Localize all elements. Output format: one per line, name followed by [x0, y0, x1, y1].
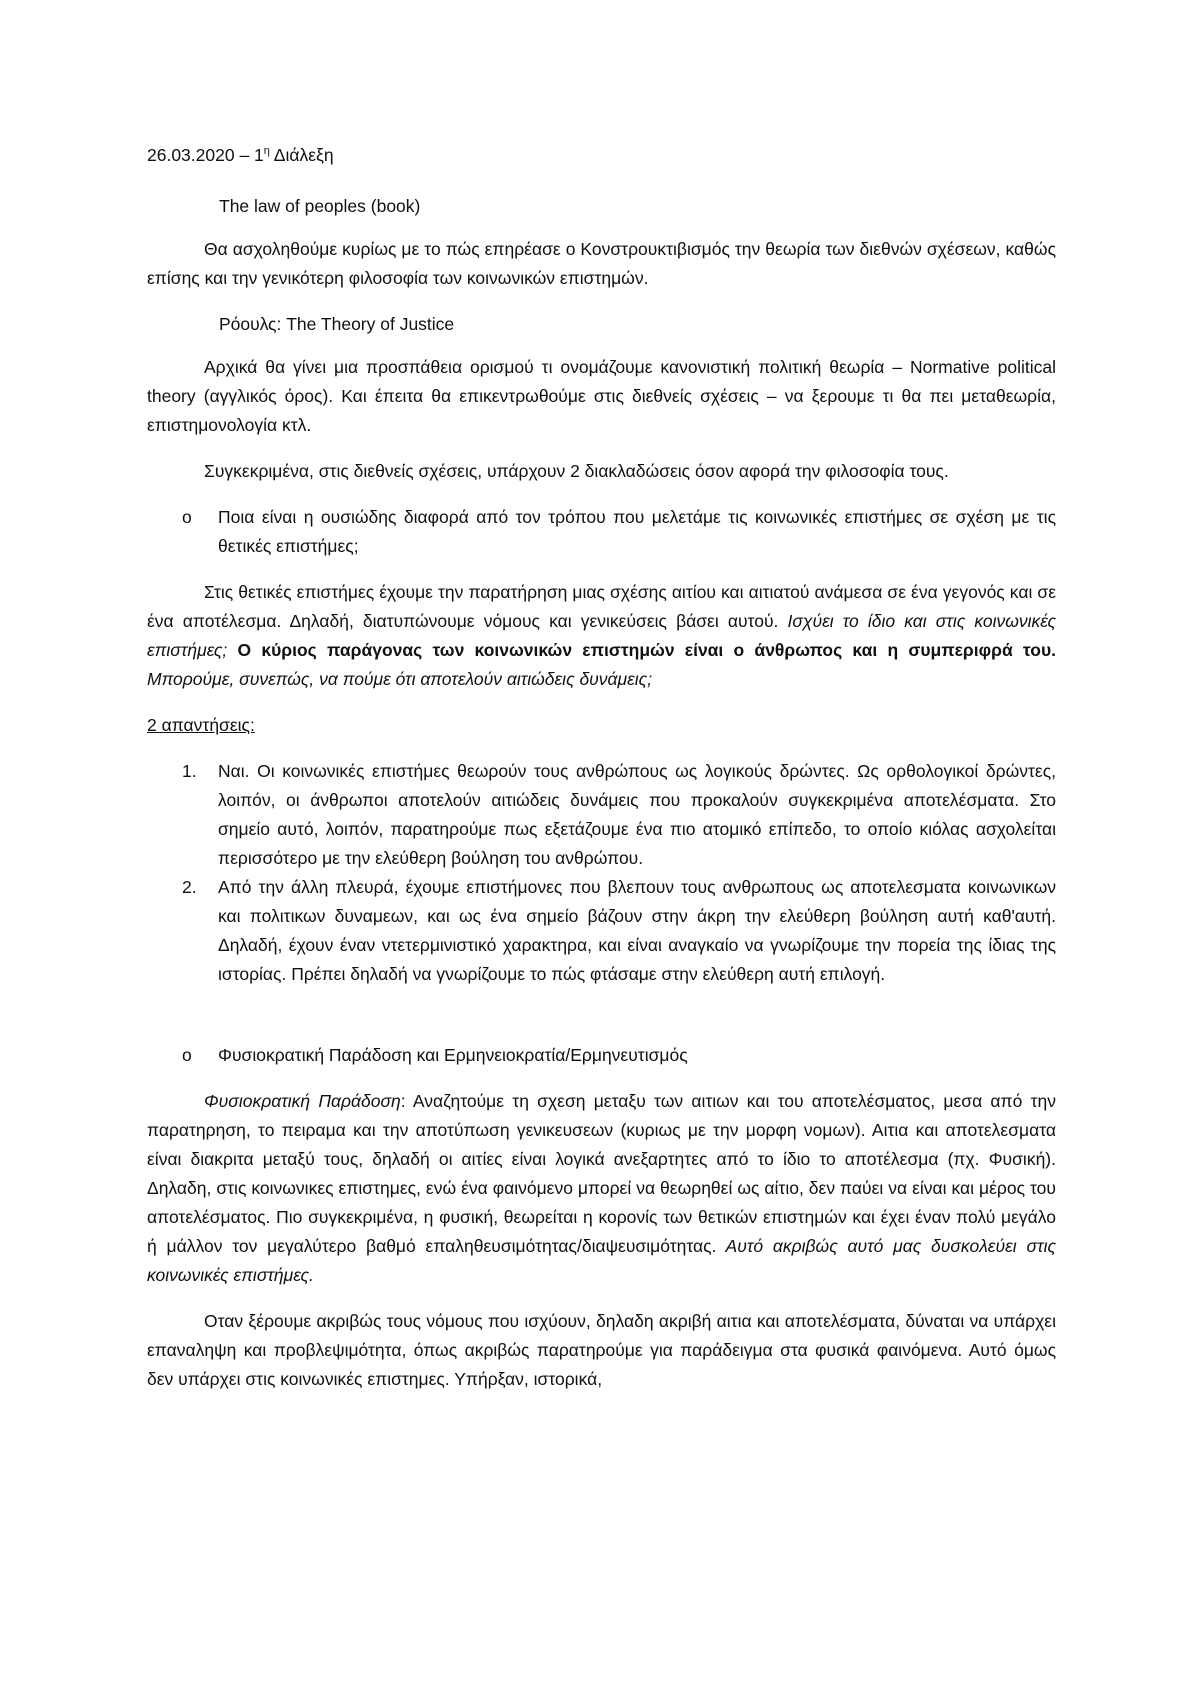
- bullet-mark: o: [182, 507, 192, 527]
- answer-text: Ναι. Οι κοινωνικές επιστήμες θεωρούν τους ανθρώπους ως λογικούς δρώντες. Ως ορθολογικοί δρώντες, λοιπόν, οι άνθρωποι αποτελούν αιτιώδεις δυνάμεις που προκαλούν συγκεκριμένα αποτελέσματα. Στο σημείο αυτό, λοιπόν, παρατηρούμε πως εξετάζουμε ένα πιο ατομικό επίπεδο, το οποίο κιόλας ασχολείται περισσότερο με την ελεύθερη βούληση του ανθρώπου.: [218, 761, 1056, 868]
- positive-italic-question: Ισχύει το ίδιο και στις κοινωνικές επιστήμες;: [147, 611, 1056, 660]
- answer-number: 2.: [182, 877, 197, 897]
- date-text: 26.03.2020 – 1: [147, 145, 264, 165]
- answer-item: [147, 757, 1056, 873]
- intro-paragraph: Θα ασχοληθούμε κυρίως με το πώς επηρέασε ο Κονστρουκτιβισμός την θεωρία των διεθνών σχέσεων, καθώς επίσης και την γενικότερη φιλοσοφία των κοινωνικών επιστημών.: [147, 239, 1056, 288]
- bullet-mark: o: [182, 1045, 192, 1065]
- naturalism-paragraph: [147, 1087, 1056, 1290]
- question-bullet: [147, 503, 1056, 561]
- answers-list: [147, 757, 1056, 989]
- book-title: The law of peoples (book): [219, 196, 421, 216]
- lecture-label: Διάλεξη: [269, 145, 334, 165]
- positive-bold-text: Ο κύριος παράγονας των κοινωνικών επιστημών είναι ο άνθρωπος και η συμπεριφρά του.: [227, 640, 1056, 660]
- initial-paragraph: Αρχικά θα γίνει μια προσπάθεια ορισμού τι ονομάζουμε κανονιστική πολιτική θεωρία – Normative political theory (αγγλικός όρος). Και έπειτα θα επικεντρωθούμε στις διεθνείς σχέσεις – να ξερουμε τι θα πει μεταθεωρία, επιστημονολογία κτλ.: [147, 357, 1056, 435]
- naturalism-italic: Αυτό ακριβώς αυτό μας δυσκολεύει στις κοινωνικές επιστήμες.: [147, 1236, 1056, 1285]
- answers-title: 2 απαντήσεις:: [147, 715, 255, 735]
- positive-text: Στις θετικές επιστήμες έχουμε την παρατήρηση μιας σχέσης αιτίου και αιτιατού ανάμεσα σε ένα γεγονός και σε ένα αποτέλεσμα. Δηλαδή, διατυπώνουμε νόμους και γενικεύσεις βάσει αυτού.: [147, 582, 1056, 631]
- spacer: [147, 989, 1056, 1041]
- rawls-reference: Ρόουλς: The Theory of Justice: [219, 314, 455, 334]
- answer-number: 1.: [182, 761, 197, 781]
- naturalism-label: Φυσιοκρατική Παράδοση: [204, 1091, 401, 1111]
- positive-sciences-paragraph: [147, 578, 1056, 694]
- last-paragraph: Οταν ξέρουμε ακριβώς τους νόμους που ισχύουν, δηλαδη ακριβή αιτια και αποτελέσματα, δύναται να υπάρχει επαναληψη και προβλεψιμότητα, όπως ακριβώς παρατηρούμε για παράδειγμα στα φυσικά φαινόμενα. Αυτό όμως δεν υπάρχει στις κοινωνικές επιστημες. Υπήρξαν, ιστορικά,: [147, 1311, 1056, 1389]
- lecture-date-heading: [147, 141, 1056, 170]
- specifically-paragraph: Συγκεκριμένα, στις διεθνείς σχέσεις, υπάρχουν 2 διακλαδώσεις όσον αφορά την φιλοσοφία τους.: [204, 461, 949, 481]
- section-heading-bullet: [147, 1041, 1056, 1070]
- question-text: Ποια είναι η ουσιώδης διαφορά από τον τρόπου που μελετάμε τις κοινωνικές επιστήμες σε σχέση με τις θετικές επιστήμες;: [218, 507, 1056, 556]
- answer-item: [147, 873, 1056, 989]
- document-body: [147, 141, 1056, 1394]
- answer-text: Από την άλλη πλευρά, έχουμε επιστήμονες που βλεπουν τους ανθρωπους ως αποτελεσματα κοινωνικων και πολιτικων δυναμεων, και ως ένα σημείο βάζουν στην άκρη την ελεύθερη βούληση αυτή καθ'αυτή. Δηλαδή, έχουν έναν ντετερμινιστικό χαρακτηρα, και είναι αναγκαίο να γνωρίζουμε την πορεία της ίδιας της ιστορίας. Πρέπει δηλαδή να γνωρίζουμε το πώς φτάσαμε στην ελεύθερη αυτή επιλογή.: [218, 877, 1056, 984]
- section-heading-text: Φυσιοκρατική Παράδοση και Ερμηνειοκρατία/Ερμηνευτισμός: [218, 1045, 688, 1065]
- ordinal-superscript: η: [263, 145, 270, 158]
- naturalism-text: : Αναζητούμε τη σχεση μεταξυ των αιτιων και του αποτελέσματος, μεσα από την παρατηρηση, το πειραμα και την αποτύπωση γενικευσεων (κυριως με την μορφη νομων). Αιτια και αποτελεσματα είναι διακριτα μεταξύ τους, δηλαδή οι αιτίες είναι λογικά ανεξαρτητες από το ίδιο το αποτέλεσμα (πχ. Φυσική). Δηλαδη, στις κοινωνικες επιστημες, ενώ ένα φαινόμενο μπορεί να θεωρηθεί ως αίτιο, δεν παύει να είναι και μέρος του αποτελέσματος. Πιο συγκεκριμένα, η φυσική, θεωρείται η κορονίς των θετικών επιστημών και έχει έναν πολύ μεγάλο ή μάλλον τον μεγαλύτερο βαθμό επαληθευσιμότητας/διαψευσιμότητας.: [147, 1091, 1056, 1256]
- positive-italic-question-2: Μπορούμε, συνεπώς, να πούμε ότι αποτελούν αιτιώδεις δυνάμεις;: [147, 669, 653, 689]
